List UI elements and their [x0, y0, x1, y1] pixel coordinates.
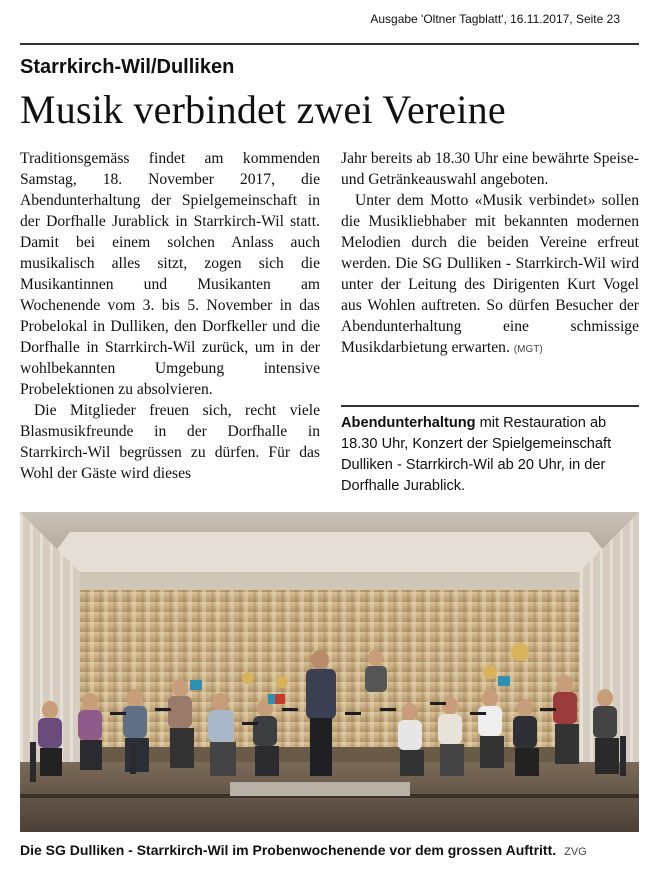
paragraph: Jahr bereits ab 18.30 Uhr eine bewährte Speise- und Getränkeauswahl angeboten.	[341, 150, 639, 188]
source-line: Ausgabe 'Oltner Tagblatt', 16.11.2017, Seite 23	[370, 12, 620, 26]
event-infobox	[341, 405, 639, 497]
top-divider	[20, 43, 639, 45]
photo-caption	[20, 842, 639, 858]
infobox-text: mit Restauration ab 18.30 Uhr, Konzert der Spielgemeinschaft Dulliken - Starrkirch-Wil ab 20 Uhr, in der Dorfhalle Jurablick.	[341, 415, 612, 494]
paragraph	[341, 190, 639, 360]
band-photo	[20, 512, 639, 832]
headline: Musik verbindet zwei Vereine	[20, 87, 506, 132]
caption-text: Die SG Dulliken - Starrkirch-Wil im Probenwochenende vor dem grossen Auftritt.	[20, 842, 557, 858]
infobox-label: Abendunterhaltung	[341, 415, 476, 431]
paragraph: Traditionsgemäss findet am kommenden Samstag, 18. November 2017, die Abendunterhaltung der Spielgemeinschaft in der Dorfhalle Jurablick in Starrkirch-Wil statt. Damit bei einem solchen Anlass auch musikalisch alles sitzt, zogen sich die Musikantinnen und Musikanten am Wochenende vom 3. bis 5. November in das Probelokal in Dulliken, den Dorfkeller und die Dorfhalle in Starrkirch-Wil zurück, um in der wohlbekannten Umgebung intensive Probelektionen zu absolvieren.	[20, 150, 320, 398]
kicker: Starrkirch-Wil/Dulliken	[20, 56, 235, 78]
paragraph-text: Unter dem Motto «Musik verbindet» sollen die Musikliebhaber mit bekannten modernen Melodien durch die beiden Vereine erfreut werden. Die SG Dulliken - Starrkirch-Wil wird unter der Leitung des Dirigenten Kurt Vogel aus Wohlen auftreten. So dürfen Besucher der Abendunterhaltung eine schmissige Musikdarbietung erwarten.	[341, 192, 639, 356]
article-column-1	[20, 148, 320, 484]
paragraph: Die Mitglieder freuen sich, recht viele Blasmusikfreunde in der Dorfhalle in Starrkirch-Wil begrüssen zu dürfen. Für das Wohl der Gäste wird dieses	[20, 402, 320, 482]
photo-illustration	[20, 512, 639, 832]
author-tag: (MGT)	[513, 344, 543, 355]
article-column-2	[341, 148, 639, 360]
photo-credit: ZVG	[564, 846, 587, 858]
